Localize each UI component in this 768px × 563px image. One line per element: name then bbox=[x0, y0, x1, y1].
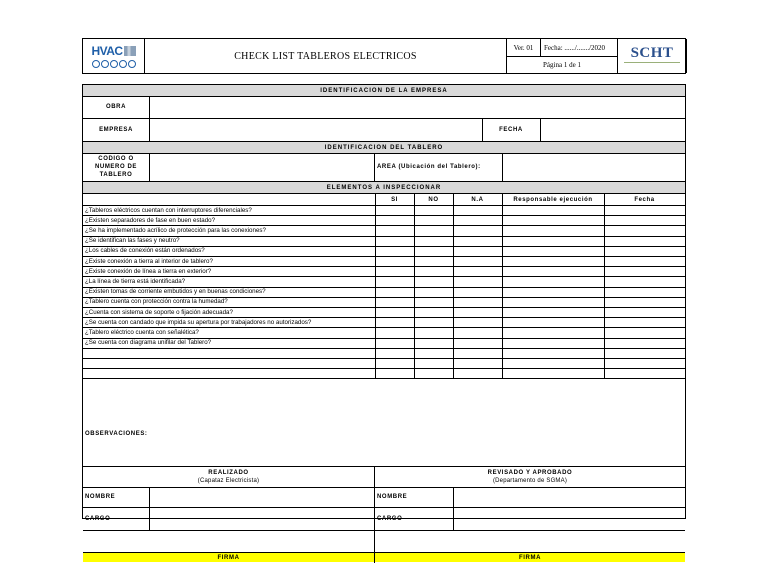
answer-cell-no[interactable] bbox=[415, 226, 453, 235]
answer-cell-responsable[interactable] bbox=[503, 257, 604, 266]
answer-cell-responsable[interactable] bbox=[503, 206, 604, 215]
answer-cell-responsable[interactable] bbox=[503, 216, 604, 225]
answer-cell-si[interactable] bbox=[376, 298, 414, 307]
answer-cell-si[interactable] bbox=[376, 206, 414, 215]
answer-cell-no[interactable] bbox=[415, 206, 453, 215]
question-item: ¿Tablero cuenta con protección contra la humedad? bbox=[85, 298, 228, 306]
revisado-firma-label: FIRMA bbox=[375, 553, 685, 562]
answer-cell-fecha[interactable] bbox=[605, 318, 685, 327]
question-item: ¿Existen separadores de fase en buen estado? bbox=[85, 216, 216, 224]
scht-logo-underline-icon bbox=[624, 62, 680, 66]
answer-cell-fecha[interactable] bbox=[605, 237, 685, 246]
section-title-elementos: ELEMENTOS A INSPECCIONAR bbox=[83, 182, 685, 193]
answer-cell-fecha[interactable] bbox=[605, 267, 685, 276]
question-item: ¿Existe conexión de línea a tierra en exterior? bbox=[85, 267, 212, 275]
answer-cell-si[interactable] bbox=[376, 216, 414, 225]
answer-cell-na[interactable] bbox=[454, 237, 502, 246]
observaciones-label: OBSERVACIONES: bbox=[85, 431, 148, 437]
answer-cell-si[interactable] bbox=[376, 257, 414, 266]
revisado-cargo-label: CARGO bbox=[377, 515, 403, 522]
empresa-label: EMPRESA bbox=[99, 126, 133, 133]
answer-cell-responsable[interactable] bbox=[503, 298, 604, 307]
answer-cell-si[interactable] bbox=[376, 277, 414, 286]
column-fecha: Fecha bbox=[634, 196, 655, 203]
date-label: Fecha: ....../......./2020 bbox=[544, 44, 606, 52]
question-item: ¿Se cuenta con diagrama unifilar del Tablero? bbox=[85, 339, 212, 347]
page-number: Página 1 de 1 bbox=[543, 61, 581, 69]
answer-cell-na[interactable] bbox=[454, 247, 502, 256]
answer-cell-fecha[interactable] bbox=[605, 328, 685, 337]
area-field[interactable] bbox=[503, 154, 685, 180]
answer-cell-responsable[interactable] bbox=[503, 277, 604, 286]
answer-cell-no[interactable] bbox=[415, 298, 453, 307]
answer-cell-responsable[interactable] bbox=[503, 328, 604, 337]
version-label: Ver. 01 bbox=[507, 39, 541, 57]
answer-cell-no[interactable] bbox=[415, 318, 453, 327]
answer-cell-fecha[interactable] bbox=[605, 247, 685, 256]
revisado-cargo-field[interactable] bbox=[454, 508, 685, 530]
answer-cell-no[interactable] bbox=[415, 328, 453, 337]
answer-cell-no[interactable] bbox=[415, 257, 453, 266]
column-na: N.A bbox=[471, 196, 484, 203]
answer-cell-no[interactable] bbox=[415, 267, 453, 276]
answer-cell-no[interactable] bbox=[415, 237, 453, 246]
question-item: ¿Cuenta con sistema de soporte o fijación adecuada? bbox=[85, 308, 233, 316]
answer-cell-fecha[interactable] bbox=[605, 277, 685, 286]
question-item: ¿Existen tomas de corriente embutidos y en buenas condiciones? bbox=[85, 288, 266, 296]
answer-cell-si[interactable] bbox=[376, 237, 414, 246]
answer-cell-si[interactable] bbox=[376, 288, 414, 297]
answer-cell-responsable[interactable] bbox=[503, 247, 604, 256]
answer-cell-na[interactable] bbox=[454, 226, 502, 235]
revisado-header: REVISADO Y APROBADO (Departamento de SGMA) bbox=[487, 470, 573, 484]
answer-cell-no[interactable] bbox=[415, 339, 453, 348]
scht-logo bbox=[618, 39, 687, 73]
answer-cell-na[interactable] bbox=[454, 318, 502, 327]
realizado-nombre-field[interactable] bbox=[150, 488, 374, 507]
answer-cell-no[interactable] bbox=[415, 288, 453, 297]
observaciones-field[interactable] bbox=[83, 439, 685, 466]
answer-cell-si[interactable] bbox=[376, 318, 414, 327]
answer-cell-si[interactable] bbox=[376, 308, 414, 317]
question-item: ¿Se identifican las fases y neutro? bbox=[85, 237, 180, 245]
section-title-empresa: IDENTIFICACION DE LA EMPRESA bbox=[83, 85, 685, 96]
answer-cell-na[interactable] bbox=[454, 267, 502, 276]
question-item: ¿Se cuenta con candado que impida su apertura por trabajadores no autorizados? bbox=[85, 318, 312, 326]
answer-cell-fecha[interactable] bbox=[605, 298, 685, 307]
column-si: SI bbox=[391, 196, 398, 203]
realizado-nombre-label: NOMBRE bbox=[85, 494, 116, 500]
area-label: AREA (Ubicación del Tablero): bbox=[377, 164, 481, 170]
column-responsable: Responsable ejecución bbox=[513, 196, 593, 203]
answer-cell-responsable[interactable] bbox=[503, 318, 604, 327]
answer-cell-no[interactable] bbox=[415, 277, 453, 286]
answer-cell-responsable[interactable] bbox=[503, 237, 604, 246]
answer-cell-fecha[interactable] bbox=[605, 308, 685, 317]
scht-logo-text: SCHT bbox=[630, 45, 674, 61]
answer-cell-fecha[interactable] bbox=[605, 226, 685, 235]
document-header bbox=[82, 38, 686, 74]
answer-cell-fecha[interactable] bbox=[605, 288, 685, 297]
checklist-sheet bbox=[82, 38, 686, 561]
realizado-cargo-label: CARGO bbox=[85, 515, 111, 522]
answer-cell-si[interactable] bbox=[376, 226, 414, 235]
realizado-header: REALIZADO (Capataz Electricista) bbox=[197, 470, 260, 484]
obra-label: OBRA bbox=[105, 104, 127, 110]
codigo-tablero-field[interactable] bbox=[150, 154, 374, 180]
section-title-tablero: IDENTIFICACION DEL TABLERO bbox=[83, 142, 685, 153]
obra-field[interactable] bbox=[150, 97, 685, 118]
answer-cell-si[interactable] bbox=[376, 328, 414, 337]
answer-cell-si[interactable] bbox=[376, 247, 414, 256]
hvac-logo bbox=[83, 39, 145, 73]
realizado-cargo-field[interactable] bbox=[150, 508, 374, 530]
question-item: ¿Los cables de conexión están ordenados? bbox=[85, 247, 205, 255]
document-meta bbox=[507, 39, 618, 73]
empresa-field[interactable] bbox=[150, 119, 482, 141]
revisado-nombre-label: NOMBRE bbox=[377, 494, 408, 500]
question-item: ¿Tableros eléctricos cuentan con interruptores diferenciales? bbox=[85, 206, 252, 214]
checklist-form bbox=[82, 84, 686, 561]
realizado-firma-label: FIRMA bbox=[83, 553, 374, 562]
answer-cell-na[interactable] bbox=[454, 328, 502, 337]
hvac-logo-text: HVAC bbox=[91, 43, 123, 58]
hvac-logo-dots-icon bbox=[92, 60, 136, 68]
answer-cell-fecha[interactable] bbox=[605, 216, 685, 225]
building-icon bbox=[124, 46, 136, 56]
answer-cell-fecha[interactable] bbox=[605, 257, 685, 266]
answer-cell-si[interactable] bbox=[376, 339, 414, 348]
answer-cell-responsable[interactable] bbox=[503, 288, 604, 297]
answer-cell-na[interactable] bbox=[454, 339, 502, 348]
answer-cell-no[interactable] bbox=[415, 216, 453, 225]
answer-cell-na[interactable] bbox=[454, 288, 502, 297]
question-item: ¿Existe conexión a tierra al interior de tablero? bbox=[85, 257, 213, 265]
fecha-field[interactable] bbox=[541, 119, 685, 141]
codigo-tablero-label: CODIGO O NUMERO DE TABLERO bbox=[94, 156, 138, 178]
answer-cell-fecha[interactable] bbox=[605, 206, 685, 215]
answer-cell-responsable[interactable] bbox=[503, 226, 604, 235]
answer-cell-na[interactable] bbox=[454, 308, 502, 317]
answer-cell-no[interactable] bbox=[415, 247, 453, 256]
answer-cell-responsable[interactable] bbox=[503, 308, 604, 317]
question-item: ¿Tablero eléctrico cuenta con señalética? bbox=[85, 328, 199, 336]
revisado-nombre-field[interactable] bbox=[454, 488, 685, 507]
document-title: CHECK LIST TABLEROS ELECTRICOS bbox=[145, 39, 507, 73]
answer-cell-no[interactable] bbox=[415, 308, 453, 317]
answer-cell-responsable[interactable] bbox=[503, 267, 604, 276]
answer-cell-na[interactable] bbox=[454, 298, 502, 307]
answer-cell-si[interactable] bbox=[376, 267, 414, 276]
fecha-label: FECHA bbox=[499, 126, 523, 133]
answer-cell-responsable[interactable] bbox=[503, 339, 604, 348]
column-no: NO bbox=[428, 196, 439, 203]
answer-cell-na[interactable] bbox=[454, 216, 502, 225]
revisado-firma-field[interactable] bbox=[375, 531, 685, 552]
answer-cell-fecha[interactable] bbox=[605, 339, 685, 348]
answer-cell-na[interactable] bbox=[454, 277, 502, 286]
realizado-firma-field[interactable] bbox=[83, 531, 374, 552]
answer-cell-na[interactable] bbox=[454, 257, 502, 266]
question-item: ¿La línea de tierra está identificada? bbox=[85, 277, 186, 285]
question-item: ¿Se ha implementado acrílico de protección para las conexiones? bbox=[85, 226, 266, 234]
answer-cell-na[interactable] bbox=[454, 206, 502, 215]
